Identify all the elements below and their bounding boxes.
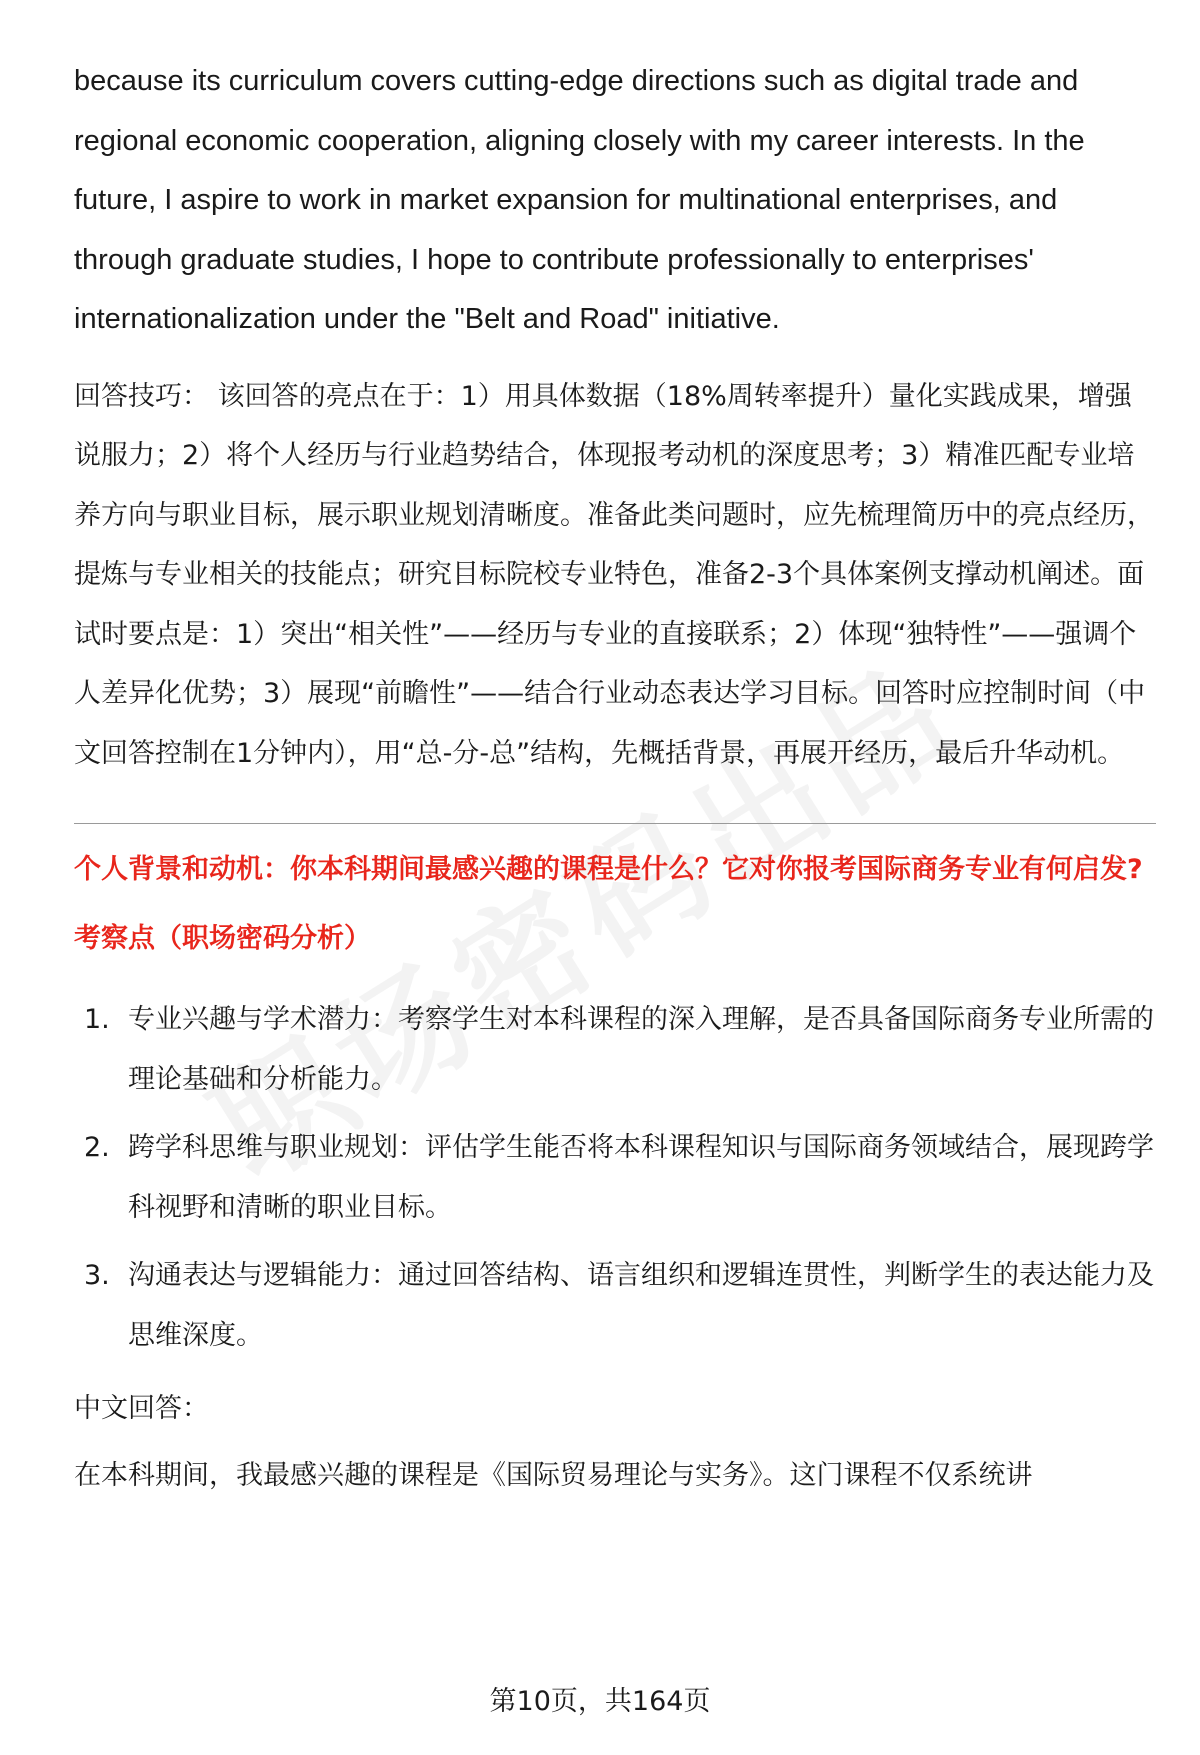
tips-label: 回答技巧： bbox=[74, 380, 209, 412]
chinese-answer-label: 中文回答： bbox=[74, 1393, 209, 1424]
question-heading: 个人背景和动机：你本科期间最感兴趣的课程是什么？它对你报考国际商务专业有何启发? bbox=[74, 854, 1143, 885]
list-item bbox=[74, 1118, 1156, 1238]
list-item bbox=[74, 990, 1156, 1110]
section-divider bbox=[74, 823, 1156, 824]
chinese-answer-text: 在本科期间，我最感兴趣的课程是《国际贸易理论与实务》。这门课程不仅系统讲 bbox=[74, 1460, 1033, 1491]
tips-text: 该回答的亮点在于：1）用具体数据（18%周转率提升）量化实践成果，增强说服力；2）将个人经历与行业趋势结合，体现报考动机的深度思考；3）精准匹配专业培养方向与职业目标，展示职业规划清晰度。准备此类问题时，应先梳理简历中的亮点经历，提炼与专业相关的技能点；研究目标院校专业特色，准备2-3个具体案例支撑动机阐述。面试时要点是：1）突出“相关性”——经历与专业的直接联系；2）体现“独特性”——强调个人差异化优势；3）展现“前瞻性”——结合行业动态表达学习目标。回答时应控制时间（中文回答控制在1分钟内），用“总-分-总”结构，先概括背景，再展开经历，最后升华动机。 bbox=[74, 380, 1154, 769]
page-footer: 第10页，共164页 bbox=[489, 1686, 711, 1717]
list-item-number: 1. bbox=[84, 1004, 110, 1035]
list-item-number: 3. bbox=[84, 1260, 110, 1291]
assessment-points-list bbox=[74, 990, 1156, 1366]
list-item-text: 跨学科思维与职业规划：评估学生能否将本科课程知识与国际商务领域结合，展现跨学科视野和清晰的职业目标。 bbox=[128, 1132, 1154, 1223]
answer-tips-paragraph bbox=[74, 367, 1156, 784]
list-item bbox=[74, 1246, 1156, 1366]
assessment-points-heading: 考察点（职场密码分析） bbox=[74, 923, 371, 954]
english-answer-paragraph: because its curriculum covers cutting-edge directions such as digital trade and regional economic cooperation, aligning closely with my career interests. In the future, I aspire to work in market expansion for multinational enterprises, and through graduate studies, I hope to contribute professionally to enterprises' internationalization under the "Belt and Road" initiative. bbox=[74, 65, 1085, 335]
list-item-text: 专业兴趣与学术潜力：考察学生对本科课程的深入理解，是否具备国际商务专业所需的理论基础和分析能力。 bbox=[128, 1004, 1154, 1095]
list-item-number: 2. bbox=[84, 1132, 110, 1163]
list-item-text: 沟通表达与逻辑能力：通过回答结构、语言组织和逻辑连贯性，判断学生的表达能力及思维深度。 bbox=[128, 1260, 1154, 1351]
document-page bbox=[74, 52, 1156, 1497]
